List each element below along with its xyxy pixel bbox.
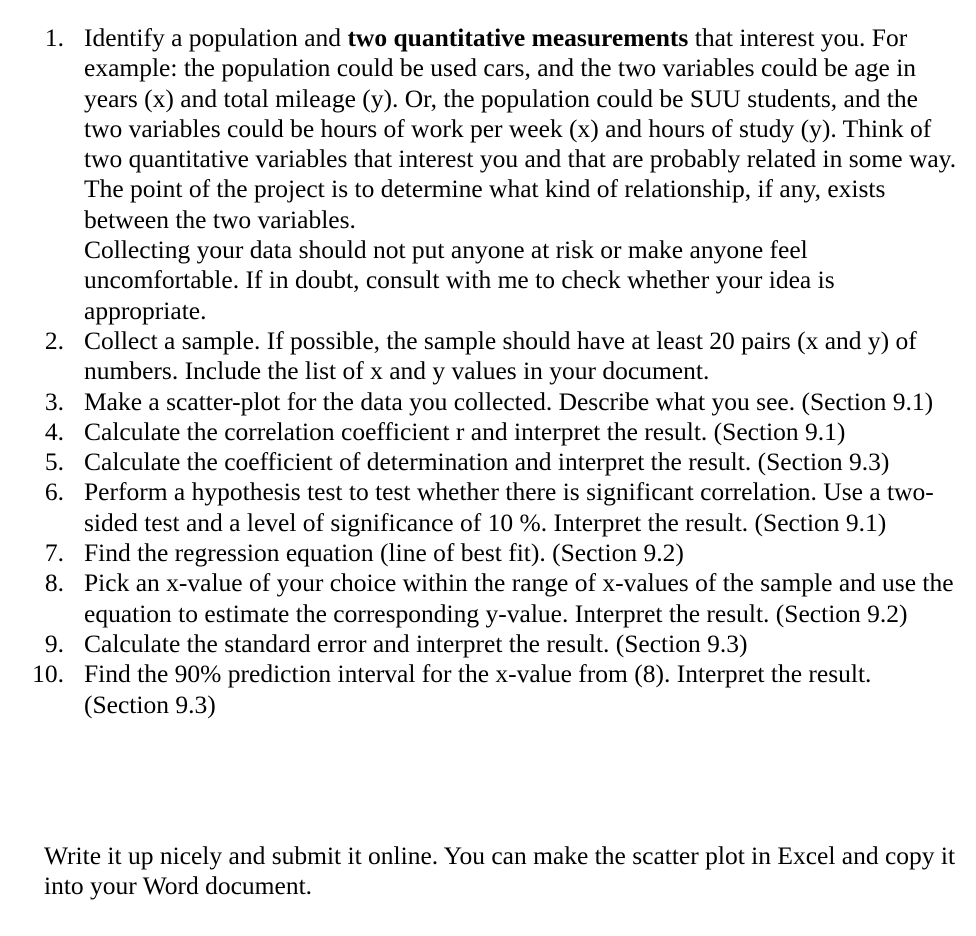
instructions bbox=[0, 23, 976, 720]
item-text: Find the 90% prediction interval for the x-value from (8). Interpret the result. (Section 9.3) bbox=[84, 659, 872, 719]
item-number: 7. bbox=[44, 538, 64, 568]
item-number: 10. bbox=[32, 659, 64, 689]
item-text: Perform a hypothesis test to test whether there is significant correlation. Use a two-sided test and a level of significance of 10 %. Interpret the result. (Section 9.1) bbox=[84, 477, 934, 537]
item-text: Pick an x-value of your choice within the range of x-values of the sample and use the equation to estimate the corresponding y-value. Interpret the result. (Section 9.2) bbox=[84, 568, 954, 628]
item-number: 4. bbox=[44, 416, 64, 446]
item-text: Identify a population and bbox=[84, 23, 348, 52]
item-text: Make a scatter-plot for the data you collected. Describe what you see. (Section 9.1) bbox=[84, 386, 934, 416]
item-text: that interest you. For example: the population could be used cars, and the two variables could be age in years (x) and total mileage (y). Or, the population could be SUU students, and the two variables could be hours of work per week (x) and hours of study (y). Think of two quantitative variables that interest you and that are probably related in some way. The point of the project is to determine what kind of relationship, if any, exists between the two variables. bbox=[84, 23, 957, 234]
item-text: Collect a sample. If possible, the sample should have at least 20 pairs (x and y) of numbers. Include the list of x and y values in your document. bbox=[84, 325, 917, 386]
item-text: Calculate the coefficient of determination and interpret the result. (Section 9.3) bbox=[84, 447, 890, 477]
item-text: Calculate the standard error and interpret the result. (Section 9.3) bbox=[84, 628, 748, 658]
list-item bbox=[0, 326, 976, 387]
item-text: Collecting your data should not put anyone at risk or make anyone feel uncomfortable. If in doubt, consult with me to check whether your idea is appropriate. bbox=[84, 235, 835, 325]
item-bold-text: two quantitative measurements bbox=[347, 23, 689, 52]
list-item bbox=[0, 659, 976, 720]
item-number: 2. bbox=[44, 325, 64, 355]
item-number: 1. bbox=[44, 23, 64, 52]
list-item bbox=[0, 23, 976, 326]
list-item bbox=[0, 387, 976, 417]
item-number: 9. bbox=[44, 628, 64, 658]
closing-paragraph: Write it up nicely and submit it online. You can make the scatter plot in Excel and copy it into your Word document. bbox=[44, 841, 956, 901]
task-list bbox=[0, 23, 976, 720]
item-number: 3. bbox=[44, 386, 64, 416]
list-item bbox=[0, 417, 976, 447]
list-item bbox=[0, 629, 976, 659]
item-number: 5. bbox=[44, 447, 64, 477]
list-item bbox=[0, 538, 976, 568]
list-item bbox=[0, 447, 976, 477]
item-text: Calculate the correlation coefficient r and interpret the result. (Section 9.1) bbox=[84, 416, 846, 446]
item-number: 8. bbox=[44, 568, 64, 598]
item-text: Find the regression equation (line of best fit). (Section 9.2) bbox=[84, 538, 684, 568]
list-item bbox=[0, 477, 976, 538]
list-item bbox=[0, 568, 976, 629]
item-number: 6. bbox=[44, 477, 64, 507]
